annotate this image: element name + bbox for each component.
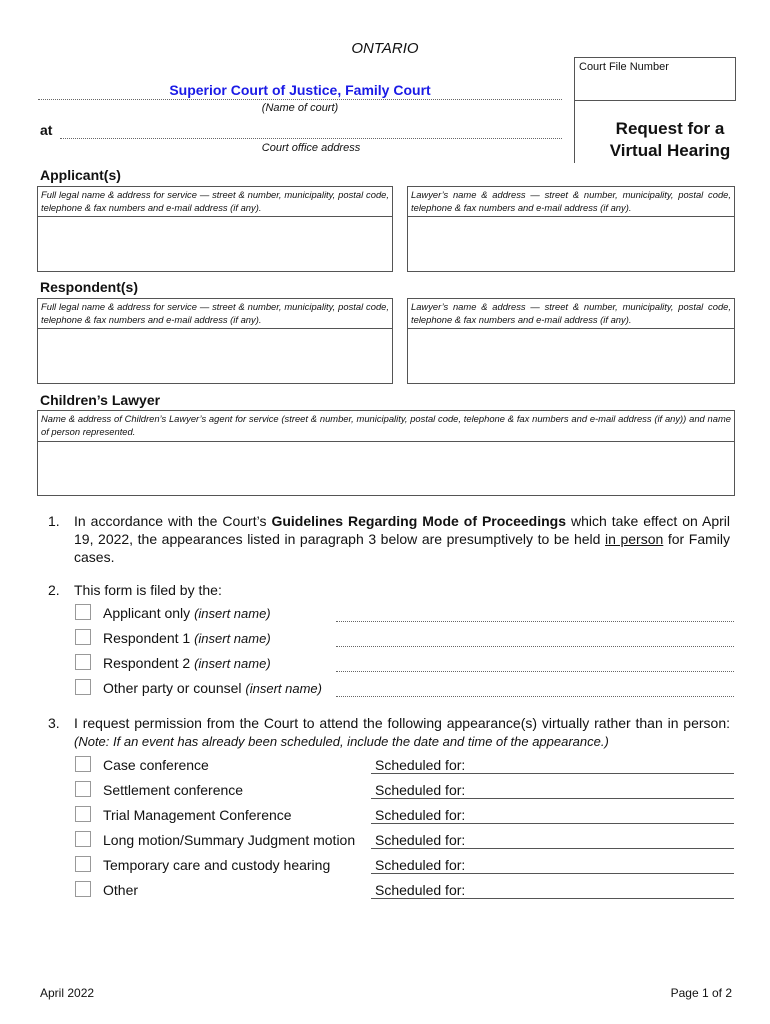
para1-text-a: In accordance with the Court’s [74, 513, 272, 529]
footer-page-number: Page 1 of 2 [670, 986, 732, 1000]
court-address-caption: Court office address [261, 142, 361, 154]
respondent-party-box[interactable] [37, 298, 393, 384]
filer-option-hint: (insert name) [194, 606, 271, 621]
respondent-lawyer-box[interactable] [407, 298, 735, 384]
appearance-label: Other [103, 882, 139, 898]
case-conference-checkbox[interactable] [75, 756, 91, 772]
appearance-label: Case conference [103, 757, 209, 773]
para2-text: This form is filed by the: [74, 582, 222, 598]
court-name-caption: (Name of court) [261, 102, 339, 114]
other-party-checkbox[interactable] [75, 679, 91, 695]
respondent-1-checkbox[interactable] [75, 629, 91, 645]
temporary-care-checkbox[interactable] [75, 856, 91, 872]
filer-option-hint: (insert name) [194, 631, 271, 646]
respondent-2-checkbox[interactable] [75, 654, 91, 670]
respondent-party-hint: Full legal name & address for service — street & number, municipality, postal code, telephone & fax numbers and e-mail address (if any). [38, 299, 392, 329]
para2-number: 2. [48, 582, 60, 598]
settlement-conference-checkbox[interactable] [75, 781, 91, 797]
long-motion-checkbox[interactable] [75, 831, 91, 847]
court-file-number-field[interactable] [574, 57, 736, 101]
case-conference-scheduled-field[interactable] [371, 773, 734, 774]
applicants-heading: Applicant(s) [40, 167, 121, 183]
appearance-label: Trial Management Conference [103, 807, 292, 823]
applicant-lawyer-hint: Lawyer’s name & address — street & number, municipality, postal code, telephone & fax numbers and e-mail address (if any). [408, 187, 734, 217]
para1-text-b: which take effect on April 19, 2022, the appearances listed in paragraph 3 below are presumptively to be held [74, 513, 731, 547]
other-appearance-checkbox[interactable] [75, 881, 91, 897]
respondents-heading: Respondent(s) [40, 279, 138, 295]
para3-number: 3. [48, 715, 60, 731]
court-name-value: Superior Court of Justice, Family Court [169, 82, 431, 98]
filer-option-hint: (insert name) [245, 681, 322, 696]
filer-option-label: Respondent 1 [103, 630, 191, 646]
filer-option [103, 605, 271, 621]
court-name-line[interactable] [38, 99, 562, 100]
scheduled-for-label: Scheduled for: [375, 782, 466, 798]
form-title-line1: Request for a [615, 119, 725, 138]
appearance-label: Long motion/Summary Judgment motion [103, 832, 356, 848]
trial-management-scheduled-field[interactable] [371, 823, 734, 824]
applicant-name-field[interactable] [336, 621, 734, 622]
footer-date: April 2022 [40, 986, 95, 1000]
para3-text-main: I request permission from the Court to attend the following appearance(s) virtually rather than in person: [74, 715, 730, 731]
scheduled-for-label: Scheduled for: [375, 882, 466, 898]
filer-option-label: Applicant only [103, 605, 191, 621]
respondent-lawyer-hint: Lawyer’s name & address — street & number, municipality, postal code, telephone & fax numbers and e-mail address (if any). [408, 299, 734, 329]
applicant-party-hint: Full legal name & address for service — street & number, municipality, postal code, telephone & fax numbers and e-mail address (if any). [38, 187, 392, 217]
respondent-2-name-field[interactable] [336, 671, 734, 672]
header-divider [574, 99, 575, 163]
childrens-lawyer-box[interactable] [37, 410, 735, 496]
scheduled-for-label: Scheduled for: [375, 757, 466, 773]
other-appearance-scheduled-field[interactable] [371, 898, 734, 899]
childrens-lawyer-hint: Name & address of Children’s Lawyer’s agent for service (street & number, municipality, postal code, telephone & fax numbers and e-mail address (if any)) and name of person represented. [38, 411, 734, 442]
scheduled-for-label: Scheduled for: [375, 832, 466, 848]
para1-text-c: for Family cases. [74, 531, 731, 565]
applicant-lawyer-box[interactable] [407, 186, 735, 272]
trial-management-checkbox[interactable] [75, 806, 91, 822]
long-motion-scheduled-field[interactable] [371, 848, 734, 849]
filer-option-hint: (insert name) [194, 656, 271, 671]
para1-guidelines: Guidelines Regarding Mode of Proceedings [271, 513, 567, 529]
childrens-lawyer-heading: Children’s Lawyer [40, 392, 161, 408]
appearance-label: Temporary care and custody hearing [103, 857, 331, 873]
filer-option-label: Respondent 2 [103, 655, 191, 671]
at-label: at [40, 122, 53, 138]
filer-option [103, 680, 322, 696]
court-address-field[interactable] [60, 138, 562, 139]
scheduled-for-label: Scheduled for: [375, 807, 466, 823]
form-title [590, 118, 750, 162]
para3-note: (Note: If an event has already been scheduled, include the date and time of the appearance.) [74, 734, 609, 749]
para3-text [74, 714, 730, 751]
applicant-party-box[interactable] [37, 186, 393, 272]
para1-in-person: in person [605, 531, 664, 547]
respondent-1-name-field[interactable] [336, 646, 734, 647]
filer-option [103, 630, 271, 646]
filer-option [103, 655, 271, 671]
para1-text [74, 512, 730, 566]
applicant-only-checkbox[interactable] [75, 604, 91, 620]
scheduled-for-label: Scheduled for: [375, 857, 466, 873]
form-title-line2: Virtual Hearing [609, 141, 731, 160]
court-file-number-label: Court File Number [579, 61, 669, 73]
jurisdiction-heading: ONTARIO [351, 40, 419, 57]
filer-option-label: Other party or counsel [103, 680, 242, 696]
other-party-name-field[interactable] [336, 696, 734, 697]
para1-number: 1. [48, 513, 60, 529]
temporary-care-scheduled-field[interactable] [371, 873, 734, 874]
settlement-conference-scheduled-field[interactable] [371, 798, 734, 799]
appearance-label: Settlement conference [103, 782, 244, 798]
